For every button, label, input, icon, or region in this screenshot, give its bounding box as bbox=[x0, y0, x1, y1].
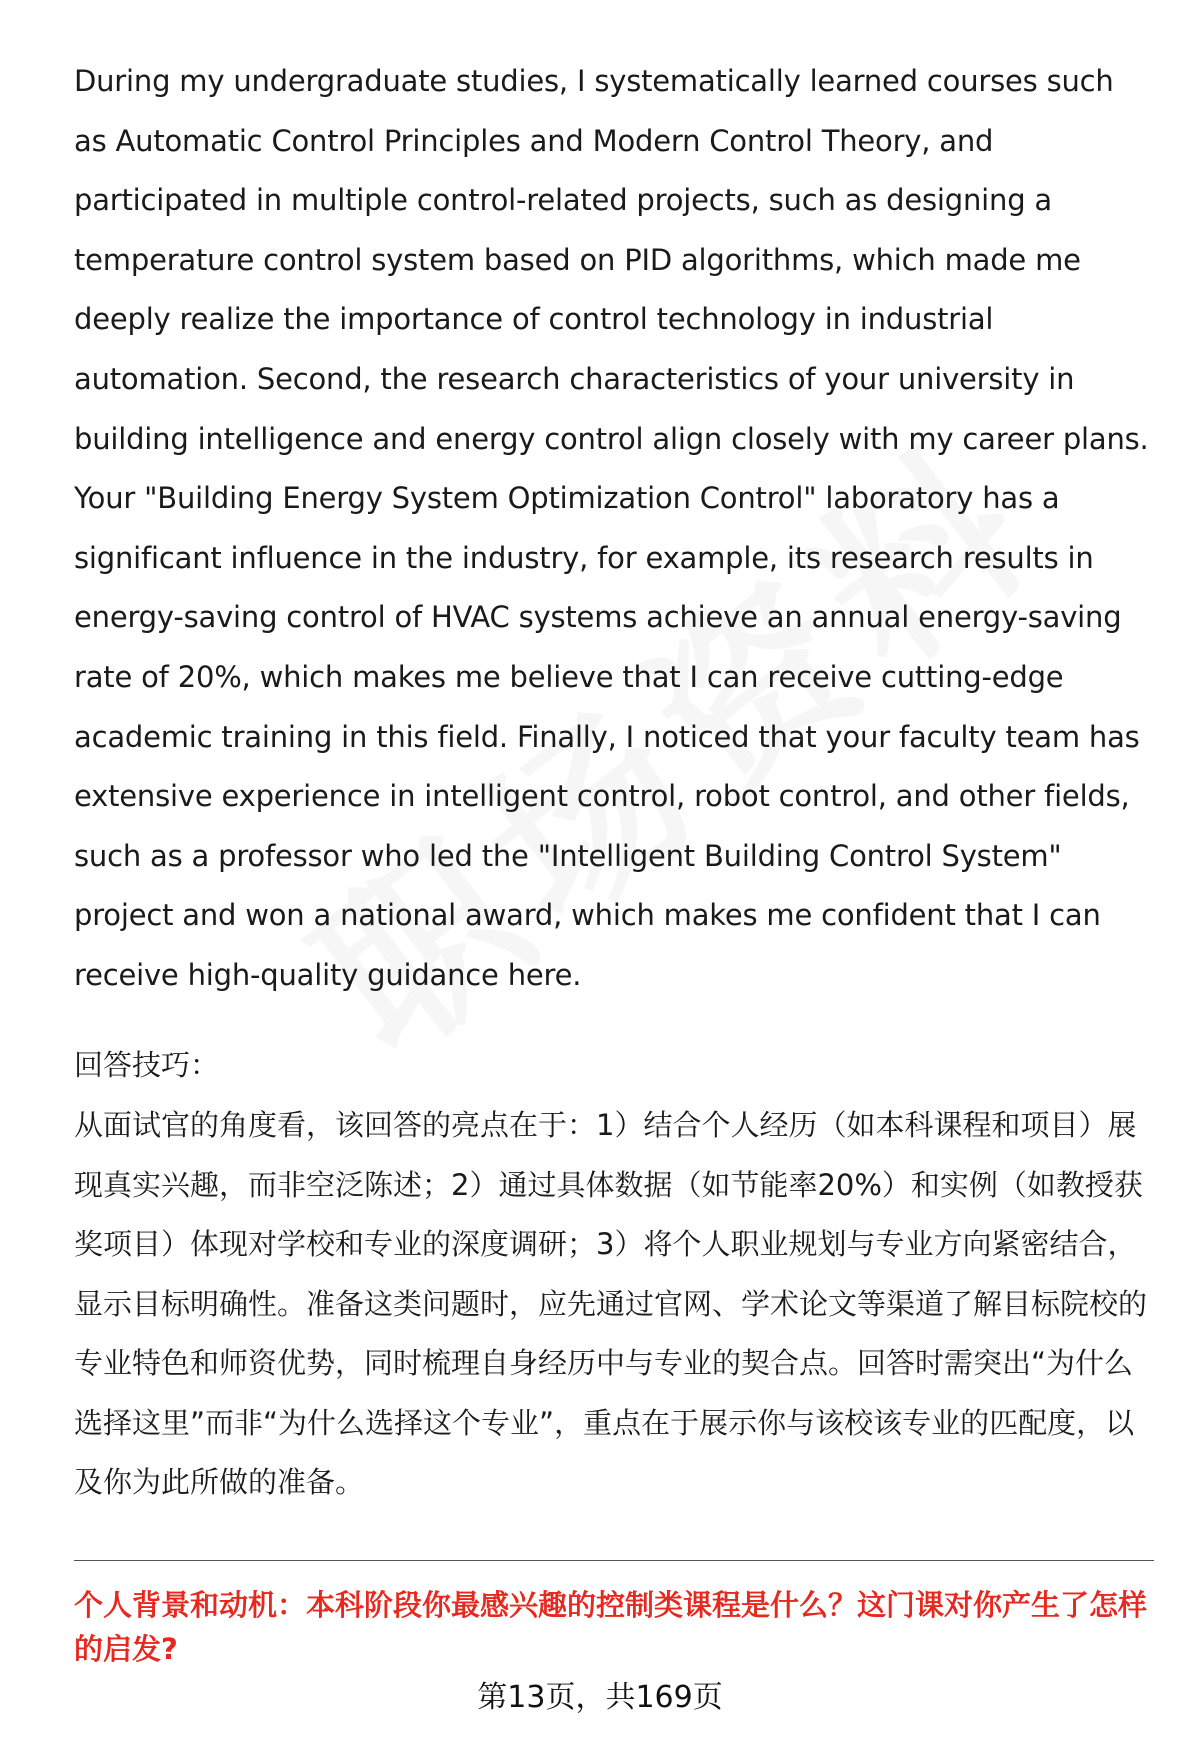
page-number: 第13页，共169页 bbox=[477, 1680, 723, 1715]
next-question: 个人背景和动机：本科阶段你最感兴趣的控制类课程是什么？这门课对你产生了怎样的启发? bbox=[74, 1588, 1148, 1666]
tips-body: 从面试官的角度看，该回答的亮点在于：1）结合个人经历（如本科课程和项目）展现真实兴趣，而非空泛陈述；2）通过具体数据（如节能率20%）和实例（如教授获奖项目）体现对学校和专业的深度调研；3）将个人职业规划与专业方向紧密结合，显示目标明确性。准备这类问题时，应先通过官网、学术论文等渠道了解目标院校的专业特色和师资优势，同时梳理自身经历中与专业的契合点。回答时需突出“为什么选择这里”而非“为什么选择这个专业”，重点在于展示你与该校该专业的匹配度，以及你为此所做的准备。 bbox=[74, 1108, 1148, 1499]
answer-paragraph: During my undergraduate studies, I systematically learned courses such as Automatic Control Principles and Modern Control Theory, and participated in multiple control-related projects, such as designing a temperature control system based on PID algorithms, which made me deeply realize the importance of control technology in industrial automation. Second, the research characteristics of your university in building intelligence and energy control align closely with my career plans. Your "Building Energy System Optimization Control" laboratory has a significant influence in the industry, for example, its research results in energy-saving control of HVAC systems achieve an annual energy-saving rate of 20%, which makes me believe that I can receive cutting-edge academic training in this field. Finally, I noticed that your faculty team has extensive experience in intelligent control, robot control, and other fields, such as a professor who led the "Intelligent Building Control System" project and won a national award, which makes me confident that I can receive high-quality guidance here. bbox=[74, 64, 1149, 992]
tips-heading: 回答技巧： bbox=[74, 1048, 220, 1082]
section-divider bbox=[74, 1560, 1154, 1561]
